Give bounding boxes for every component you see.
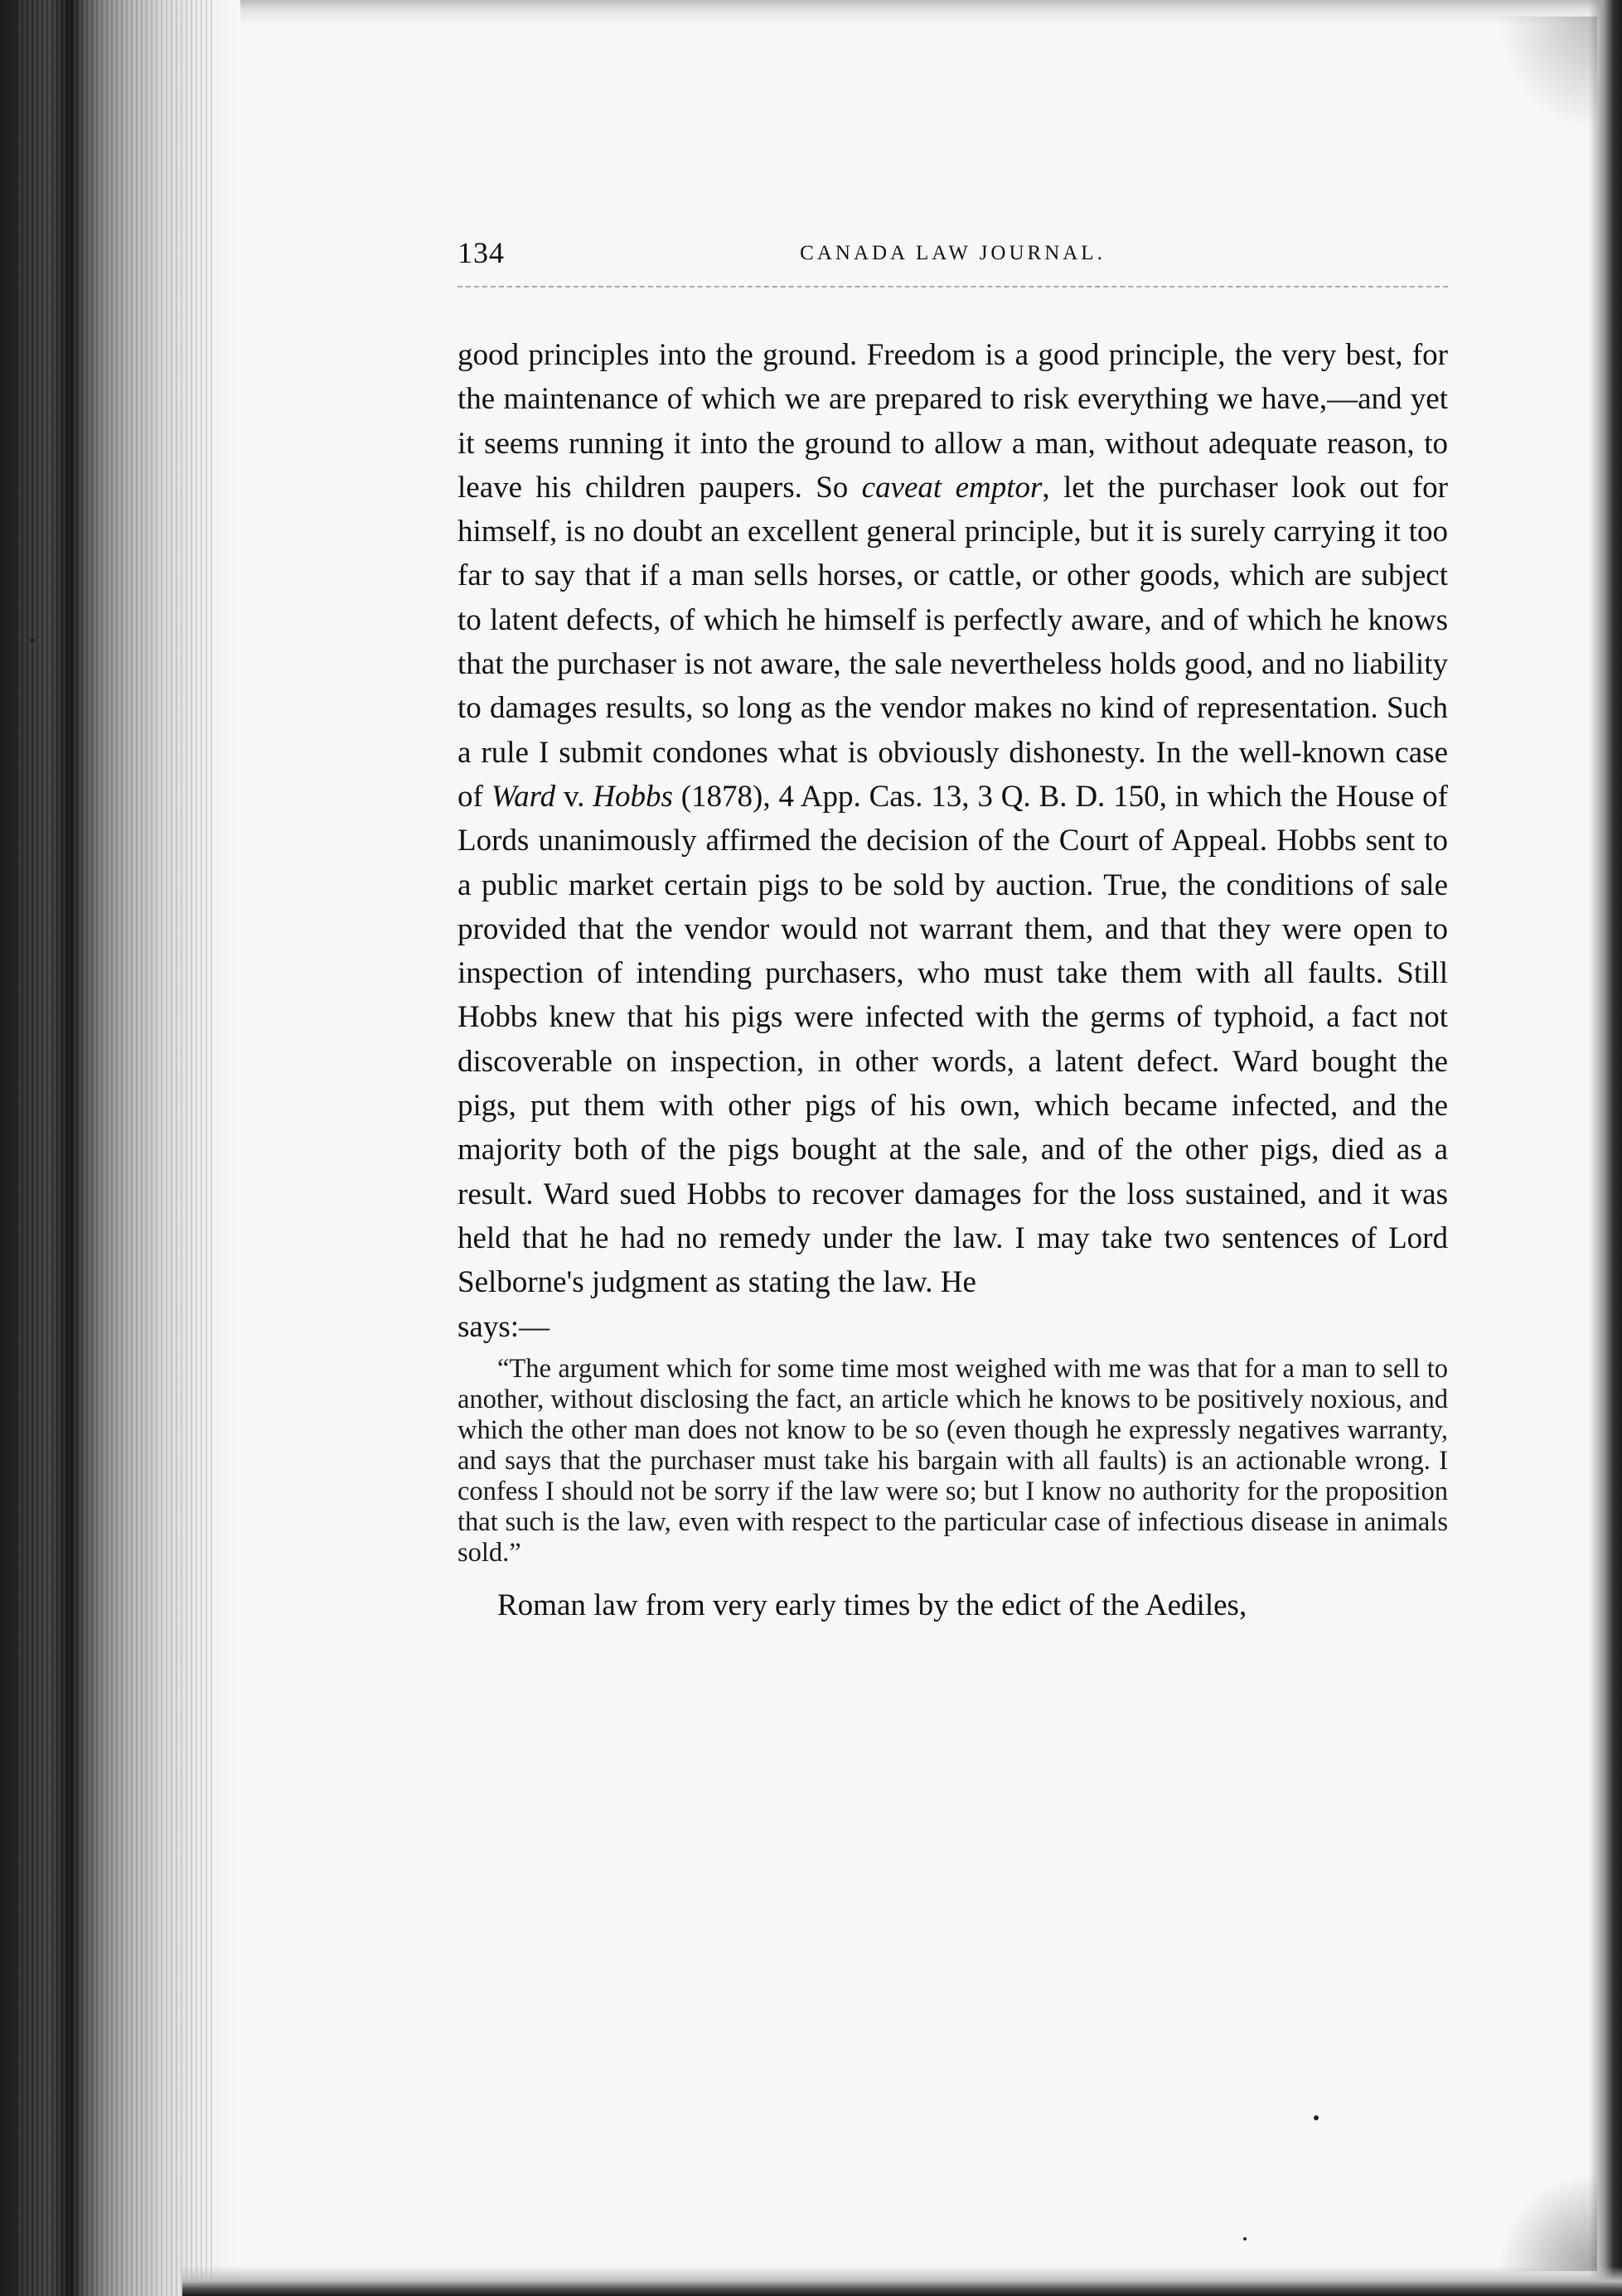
says-line: says:— (458, 1309, 550, 1344)
top-right-corner-shadow (1498, 17, 1597, 133)
scan-speck (1243, 2237, 1247, 2240)
next-paragraph: Roman law from very early times by the edict of the Aediles, (497, 1588, 1247, 1622)
main-paragraph (458, 333, 1448, 1305)
running-title: CANADA LAW JOURNAL. (800, 242, 1106, 264)
article-body (458, 333, 1448, 1627)
scan-speck (1314, 2115, 1319, 2120)
para-text-3: (1878), 4 App. Cas. 13, 3 Q. B. D. 150, in which the House of Lords unanimously affirmed the decision of the Court of Appeal. Hobbs sent to a public market certain pigs to be sold by auction. True, the conditions of sale provided that the vendor would not warrant them, and that they were open to inspection of intending purchasers, who must take them with all faults. Still Hobbs knew that his pigs were infected with the germs of typhoid, a fact not discoverable on inspection, in other words, a latent defect. Ward bought the pigs, put them with other pigs of his own, which became infected, and the majority both of the pigs bought at the sale, and of the other pigs, died as a result. Ward sued Hobbs to recover damages for the loss sustained, and it was held that he had no remedy under the law. I may take two sentences of Lord Selborne's judgment as stating the law. He (458, 779, 1448, 1300)
bottom-right-corner-shadow (1498, 2172, 1597, 2271)
bottom-page-edge (182, 2266, 1622, 2296)
latin-term: caveat emptor (861, 470, 1043, 505)
case-party-hobbs: Hobbs (593, 779, 673, 814)
scan-speck (30, 638, 35, 643)
block-quote: “The argument which for some time most weighed with me was that for a man to sell to another, without disclosing the fact, an article which he knows to be positively noxious, and which the other man does not know to be so (even though he expressly negatives warranty, and says that the purchaser must take his bargain with all faults) is an actionable wrong. I confess I should not be sorry if the law were so; but I know no authority for the proposition that such is the law, even with respect to the particular case of infectious disease in animals sold.” (458, 1353, 1448, 1568)
right-page-edge (1589, 0, 1622, 2296)
top-page-edge (240, 0, 1622, 25)
page-number: 134 (458, 236, 505, 269)
header-rule (458, 286, 1448, 288)
binding-texture (17, 0, 215, 2296)
case-party-ward: Ward (491, 779, 556, 814)
page-header (458, 235, 1448, 277)
para-text-2: , let the purchaser look out for himself, is no doubt an excellent general principle, but it is surely carrying it too far to say that if a man sells horses, or cattle, or other goods, which are subject to latent defects, of which he himself is perfectly aware, and of which he knows that the purchaser is not aware, the sale nevertheless holds good, and no liability to damages results, so long as the vendor makes no kind of representation. Such a rule I submit condones what is obviously dishonesty. In the well-known case of (458, 470, 1448, 814)
case-versus: v. (555, 779, 593, 814)
para-text-1: good principles into the ground. Freedom is a good principle, the very best, for the maintenance of which we are prepared to risk everything we have,—and yet it seems running it into the ground to allow a man, without adequate reason, to leave his children paupers. So (458, 338, 1448, 505)
